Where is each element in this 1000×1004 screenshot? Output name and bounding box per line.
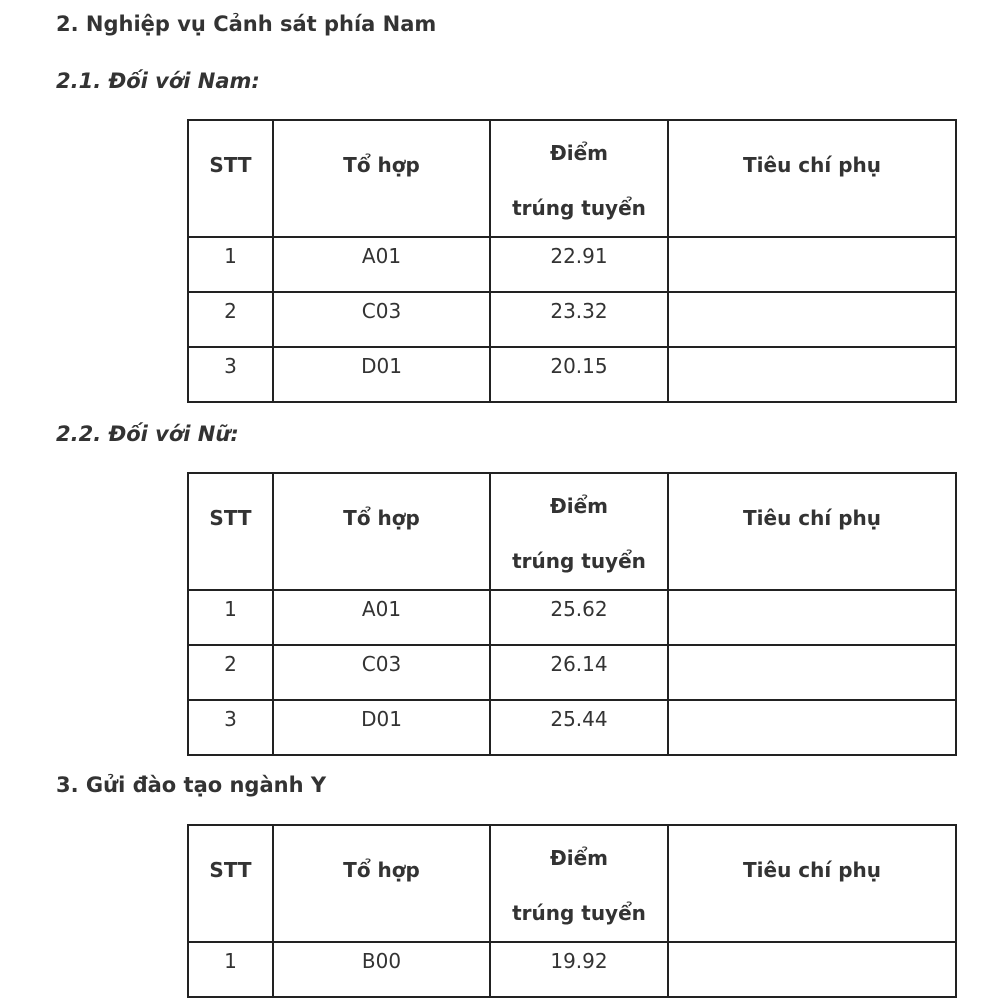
header-diem (490, 473, 668, 590)
table-row (188, 645, 956, 700)
score-table-male (187, 119, 957, 403)
table-header-row (188, 825, 956, 942)
table-row (188, 292, 956, 347)
table-row (188, 700, 956, 755)
score-table-medical (187, 824, 957, 998)
cell-tieu-chi (668, 590, 956, 645)
cell-diem: 20.15 (490, 347, 668, 402)
cell-tieu-chi (668, 942, 956, 997)
header-tieu-chi: Tiêu chí phụ (668, 473, 956, 590)
cell-stt: 1 (188, 942, 273, 997)
header-diem-line2: trúng tuyển (512, 196, 646, 220)
header-tieu-chi: Tiêu chí phụ (668, 120, 956, 237)
header-to-hop: Tổ hợp (273, 825, 490, 942)
cell-to-hop: C03 (273, 645, 490, 700)
cell-stt: 2 (188, 292, 273, 347)
cell-to-hop: D01 (273, 347, 490, 402)
cell-tieu-chi (668, 347, 956, 402)
cell-stt: 3 (188, 347, 273, 402)
header-stt: STT (188, 473, 273, 590)
subheading-male: 2.1. Đối với Nam: (56, 69, 260, 93)
cell-stt: 3 (188, 700, 273, 755)
cell-stt: 2 (188, 645, 273, 700)
cell-diem: 23.32 (490, 292, 668, 347)
header-stt: STT (188, 825, 273, 942)
cell-to-hop: A01 (273, 590, 490, 645)
header-diem-line1: Điểm (549, 846, 609, 870)
cell-to-hop: B00 (273, 942, 490, 997)
cell-to-hop: A01 (273, 237, 490, 292)
cell-tieu-chi (668, 700, 956, 755)
header-stt: STT (188, 120, 273, 237)
table-header-row (188, 473, 956, 590)
cell-stt: 1 (188, 237, 273, 292)
cell-to-hop: D01 (273, 700, 490, 755)
table-row (188, 590, 956, 645)
cell-tieu-chi (668, 237, 956, 292)
header-to-hop: Tổ hợp (273, 473, 490, 590)
cell-tieu-chi (668, 645, 956, 700)
cell-tieu-chi (668, 292, 956, 347)
header-diem-line2: trúng tuyển (512, 549, 646, 573)
cell-diem: 26.14 (490, 645, 668, 700)
table-header-row (188, 120, 956, 237)
table-row (188, 237, 956, 292)
score-table-female (187, 472, 957, 756)
header-diem (490, 120, 668, 237)
cell-diem: 25.44 (490, 700, 668, 755)
cell-diem: 19.92 (490, 942, 668, 997)
table-row (188, 942, 956, 997)
header-diem-line1: Điểm (549, 494, 609, 518)
header-diem (490, 825, 668, 942)
subheading-female: 2.2. Đối với Nữ: (56, 422, 239, 446)
cell-diem: 25.62 (490, 590, 668, 645)
header-tieu-chi: Tiêu chí phụ (668, 825, 956, 942)
header-diem-line2: trúng tuyển (512, 901, 646, 925)
header-diem-line1: Điểm (549, 141, 609, 165)
section-heading-medical: 3. Gửi đào tạo ngành Y (56, 773, 327, 797)
table-row (188, 347, 956, 402)
cell-stt: 1 (188, 590, 273, 645)
section-heading-police-south: 2. Nghiệp vụ Cảnh sát phía Nam (56, 12, 437, 36)
header-to-hop: Tổ hợp (273, 120, 490, 237)
cell-diem: 22.91 (490, 237, 668, 292)
cell-to-hop: C03 (273, 292, 490, 347)
